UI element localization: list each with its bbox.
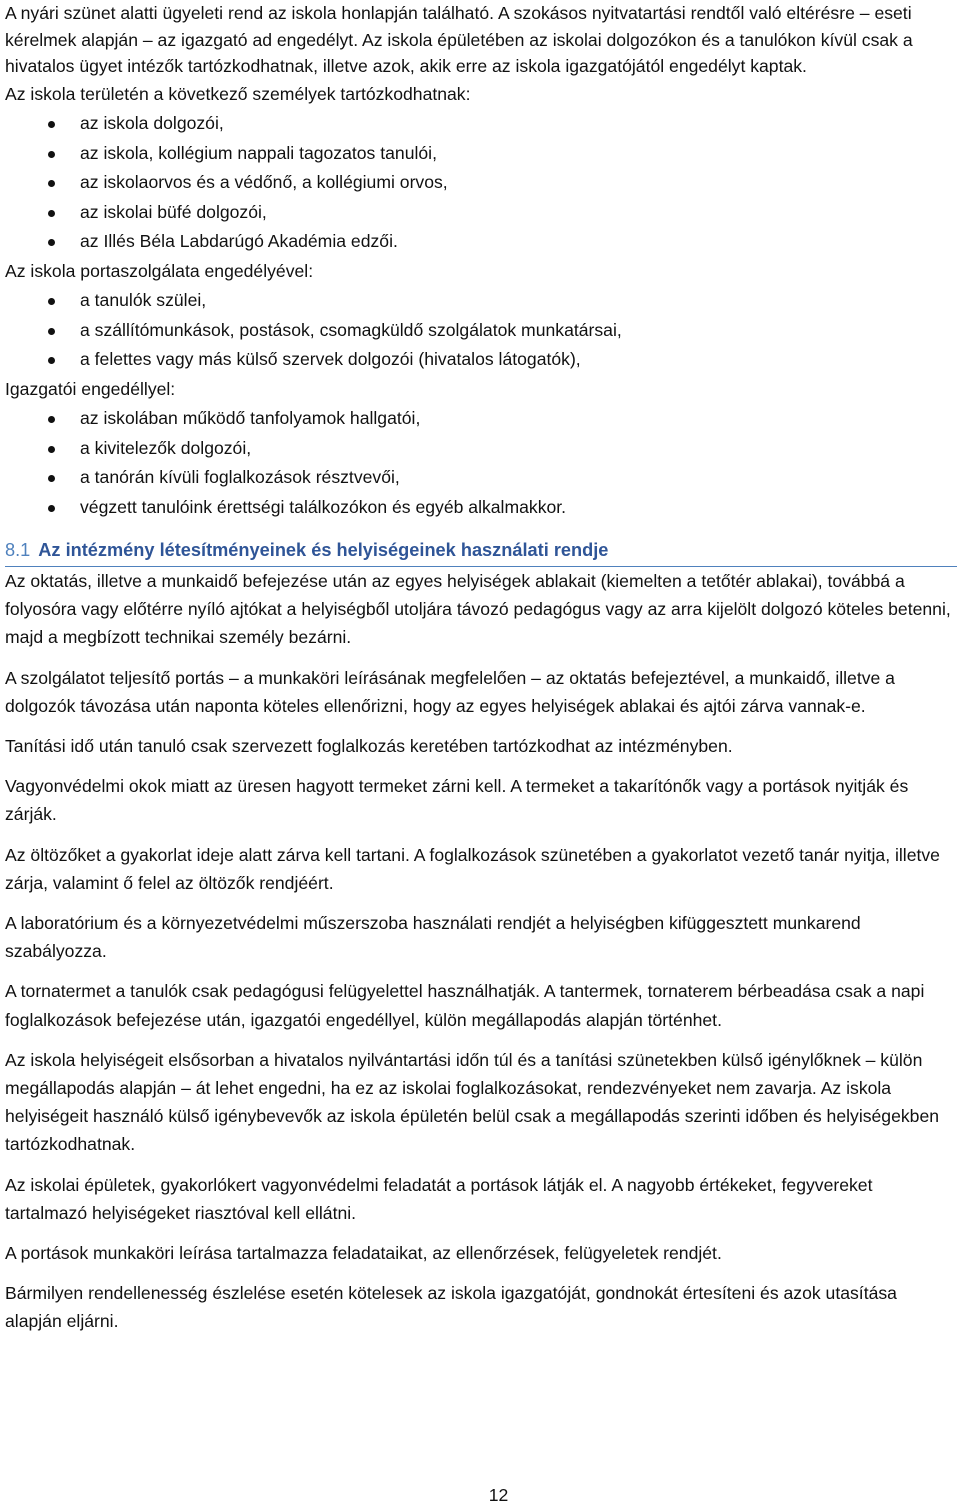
list-item: az iskolai büfé dolgozói, (5, 198, 957, 228)
section-body (5, 567, 957, 1336)
paragraph: Az öltözőket a gyakorlat ideje alatt zárva kell tartani. A foglalkozások szünetében a gyakorlatot vezető tanár nyitja, illetve zárja, valamint ő felel az öltözők rendjéért. (5, 844, 940, 893)
bullet-icon (48, 298, 55, 305)
intro-paragraph: A nyári szünet alatti ügyeleti rend az iskola honlapján található. A szokásos nyitvatartási rendtől való eltérésre – eseti kérelmek alapján – az igazgató ad engedélyt. Az iskola épületében az iskolai dolgozókon és a tanulókon kívül csak a hivatalos ügyet intézők tartózkodhatnak, illetve azok, akik erre az iskola igazgatójától engedélyt kaptak. (5, 3, 913, 76)
paragraph: A szolgálatot teljesítő portás – a munkaköri leírásának megfelelően – az oktatás befejeztével, a munkaidő, illetve a dolgozók távozása után naponta köteles ellenőrizni, hogy az egyes helyiségek ablakai és ajtói zárva vannak-e. (5, 667, 895, 716)
list-item: végzett tanulóink érettségi találkozókon és egyéb alkalmakkor. (5, 493, 957, 523)
list-item: az iskolában működő tanfolyamok hallgatói, (5, 404, 957, 434)
bullet-icon (48, 505, 55, 512)
list-item: a tanórán kívüli foglalkozások résztvevői, (5, 463, 957, 493)
list-item: a tanulók szülei, (5, 286, 957, 316)
paragraph: Az iskola helyiségeit elsősorban a hivatalos nyilvántartási időn túl és a tanítási szünetekben külső igénylőknek – külön megállapodás alapján – át lehet engedni, ha ez az iskolai foglalkozásokat, rendezvényeket nem zavarja. Az iskola helyiségeit használó külső igénybevevők az iskola épületén belül csak a megállapodás szerinti időben és helyiségekben tartózkodhatnak. (5, 1049, 940, 1155)
list-item: a felettes vagy más külső szervek dolgozói (hivatalos látogatók), (5, 345, 957, 375)
bullet-icon (48, 357, 55, 364)
bullet-icon (48, 180, 55, 187)
section-number: 8.1 (5, 540, 31, 560)
bullet-icon (48, 446, 55, 453)
paragraph: Tanítási idő után tanuló csak szervezett foglalkozás keretében tartózkodhat az intézményben. (5, 736, 733, 757)
bullet-icon (48, 239, 55, 246)
paragraph: Az oktatás, illetve a munkaidő befejezése után az egyes helyiségek ablakait (kiemelten a tetőtér ablakai), továbbá a folyosóra vagy előtérre nyíló ajtókat a helyiségből utoljára távozó pedagógus vagy az arra kijelölt dolgozó köteles betenni, majd a megbízott technikai személy bezárni. (5, 571, 951, 648)
bullet-icon (48, 151, 55, 158)
bullet-icon (48, 210, 55, 217)
paragraph: Vagyonvédelmi okok miatt az üresen hagyott termeket zárni kell. A termeket a takarítónők vagy a portások nyitják és zárják. (5, 776, 909, 825)
list-item: az Illés Béla Labdarúgó Akadémia edzői. (5, 227, 957, 257)
paragraph: A portások munkaköri leírása tartalmazza feladataikat, az ellenőrzések, felügyeletek rendjét. (5, 1243, 722, 1264)
group3-lead: Igazgatói engedéllyel: (5, 378, 176, 399)
page-number: 12 (488, 1485, 509, 1505)
list-item: a kivitelezők dolgozói, (5, 434, 957, 464)
bullet-icon (48, 328, 55, 335)
paragraph: A laboratórium és a környezetvédelmi műszerszoba használati rendjét a helyiségben kifüggesztett munkarend szabályozza. (5, 913, 861, 962)
section-heading (5, 536, 957, 567)
paragraph: Az iskolai épületek, gyakorlókert vagyonvédelmi feladatát a portások látják el. A nagyobb értékeket, fegyvereket tartalmazó helyiségeket riasztóval kell ellátni. (5, 1174, 873, 1223)
group2-lead: Az iskola portaszolgálata engedélyével: (5, 260, 314, 281)
list-item: a szállítómunkások, postások, csomagküldő szolgálatok munkatársai, (5, 316, 957, 346)
group1-list (5, 109, 957, 257)
bullet-icon (48, 416, 55, 423)
bullet-icon (48, 475, 55, 482)
paragraph: A tornatermet a tanulók csak pedagógusi felügyelettel használhatják. A tantermek, tornaterem bérbeadása csak a napi foglalkozások befejezése után, igazgatói engedéllyel, külön megállapodás alapján történhet. (5, 981, 925, 1030)
group3-list (5, 404, 957, 522)
group2-list (5, 286, 957, 375)
document-page (5, 0, 957, 1348)
list-item: az iskola dolgozói, (5, 109, 957, 139)
paragraph: Bármilyen rendellenesség észlelése esetén kötelesek az iskola igazgatóját, gondnokát értesíteni és azok utasítása alapján eljárni. (5, 1283, 897, 1332)
list-item: az iskola, kollégium nappali tagozatos tanulói, (5, 139, 957, 169)
group1-lead: Az iskola területén a következő személyek tartózkodhatnak: (5, 83, 471, 104)
bullet-icon (48, 121, 55, 128)
list-item: az iskolaorvos és a védőnő, a kollégiumi orvos, (5, 168, 957, 198)
section-title: Az intézmény létesítményeinek és helyiségeinek használati rendje (38, 540, 609, 560)
